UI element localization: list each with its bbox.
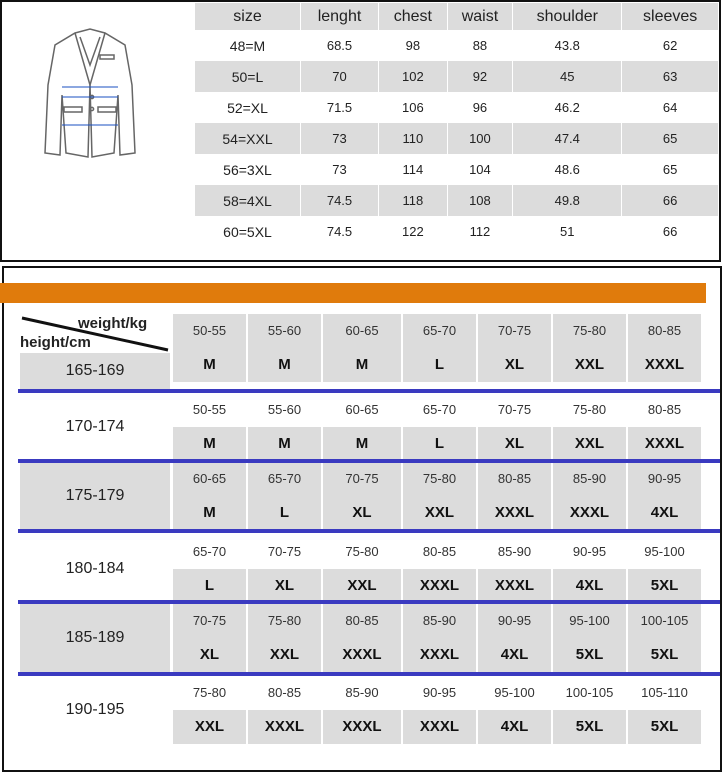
weight-range-cell: 85-90 xyxy=(553,462,626,496)
weight-range-cell: 85-90 xyxy=(345,685,379,700)
waist-cell: 96 xyxy=(447,92,513,123)
row-divider-line xyxy=(18,529,720,533)
size-cell: 56=3XL xyxy=(195,154,301,185)
weight-range-cell: 65-70 xyxy=(248,462,321,496)
table-row xyxy=(195,216,719,247)
col-header-waist: waist xyxy=(447,3,513,30)
row-divider-line xyxy=(18,389,720,393)
waist-cell: 88 xyxy=(447,30,513,61)
accent-bar xyxy=(0,283,706,303)
weight-range-cell: 75-80 xyxy=(192,685,227,700)
weight-range-cell: 50-55 xyxy=(173,314,246,348)
weight-range-cell: 95-100 xyxy=(553,604,626,638)
recommended-size-cell: 4XL xyxy=(478,638,551,672)
weight-range-cell: 60-65 xyxy=(345,402,379,417)
height-range-cell: 175-179 xyxy=(20,462,170,530)
sleeves-cell: 65 xyxy=(622,154,719,185)
recommended-size-cell: XXXL xyxy=(323,638,401,672)
weight-range-cell: 60-65 xyxy=(323,314,401,348)
size-cell: 50=L xyxy=(195,61,301,92)
recommended-size-cell: XXL xyxy=(173,710,246,744)
col-header-chest: chest xyxy=(379,3,448,30)
chest-cell: 110 xyxy=(379,123,448,154)
recommended-size-cell: XXL xyxy=(553,348,626,382)
recommended-size-cell: XXL xyxy=(403,496,476,530)
waist-cell: 100 xyxy=(447,123,513,154)
shoulder-cell: 45 xyxy=(513,61,622,92)
waist-cell: 104 xyxy=(447,154,513,185)
recommended-size-cell: M xyxy=(323,348,401,382)
weight-range-cell: 70-75 xyxy=(173,604,246,638)
length-cell: 68.5 xyxy=(301,30,379,61)
weight-range-cell: 55-60 xyxy=(248,314,321,348)
length-cell: 74.5 xyxy=(301,185,379,216)
height-range-cell: 185-189 xyxy=(20,604,170,672)
recommended-size-cell: M xyxy=(173,496,246,530)
height-range-cell: 165-169 xyxy=(20,353,170,389)
weight-range-cell: 100-105 xyxy=(565,685,614,700)
recommended-size-cell: XXL xyxy=(248,638,321,672)
recommended-size-cell: L xyxy=(248,496,321,530)
sleeves-cell: 65 xyxy=(622,123,719,154)
weight-range-cell: 60-65 xyxy=(173,462,246,496)
weight-range-cell: 55-60 xyxy=(267,402,302,417)
waist-cell: 112 xyxy=(447,216,513,247)
height-range-cell: 190-195 xyxy=(65,701,125,718)
recommended-size-cell: XL xyxy=(248,569,321,603)
col-header-size: size xyxy=(195,3,301,30)
col-header-length: lenght xyxy=(301,3,379,30)
weight-range-cell: 75-80 xyxy=(553,314,626,348)
weight-range-cell: 80-85 xyxy=(628,314,701,348)
recommended-size-cell: XL xyxy=(478,348,551,382)
weight-range-cell: 65-70 xyxy=(192,544,227,559)
recommended-size-cell: XL xyxy=(478,427,551,461)
chest-cell: 106 xyxy=(379,92,448,123)
recommended-size-cell: 5XL xyxy=(553,710,626,744)
recommended-size-cell: 4XL xyxy=(553,569,626,603)
shoulder-cell: 51 xyxy=(513,216,622,247)
table-row xyxy=(195,92,719,123)
weight-range-cell: 90-95 xyxy=(572,544,607,559)
chest-cell: 114 xyxy=(379,154,448,185)
size-cell: 48=M xyxy=(195,30,301,61)
weight-range-cell: 85-90 xyxy=(497,544,532,559)
recommended-size-cell: XL xyxy=(323,496,401,530)
chest-cell: 102 xyxy=(379,61,448,92)
recommended-size-cell: 5XL xyxy=(628,569,701,603)
recommended-size-cell: XXXL xyxy=(628,348,701,382)
recommended-size-cell: XXL xyxy=(553,427,626,461)
recommended-size-cell: XXXL xyxy=(478,496,551,530)
weight-range-cell: 80-85 xyxy=(647,402,682,417)
row-divider-line xyxy=(18,600,720,604)
row-divider-line xyxy=(18,672,720,676)
row-divider-line xyxy=(18,459,720,463)
recommended-size-cell: 4XL xyxy=(478,710,551,744)
weight-range-cell: 75-80 xyxy=(345,544,379,559)
shoulder-cell: 49.8 xyxy=(513,185,622,216)
height-range-cell: 170-174 xyxy=(65,418,125,435)
recommended-size-cell: L xyxy=(403,348,476,382)
length-cell: 71.5 xyxy=(301,92,379,123)
sleeves-cell: 66 xyxy=(622,185,719,216)
weight-range-cell: 90-95 xyxy=(422,685,457,700)
length-cell: 73 xyxy=(301,154,379,185)
chest-cell: 122 xyxy=(379,216,448,247)
recommended-size-cell: 5XL xyxy=(553,638,626,672)
weight-range-cell: 100-105 xyxy=(628,604,701,638)
shoulder-cell: 43.8 xyxy=(513,30,622,61)
recommended-size-cell: M xyxy=(248,348,321,382)
recommended-size-cell: L xyxy=(173,569,246,603)
recommended-size-cell: XXXL xyxy=(403,710,476,744)
weight-range-cell: 70-75 xyxy=(267,544,302,559)
size-table-header xyxy=(195,3,719,30)
table-row xyxy=(195,30,719,61)
weight-range-cell: 85-90 xyxy=(403,604,476,638)
shoulder-cell: 47.4 xyxy=(513,123,622,154)
weight-range-cell: 70-75 xyxy=(478,314,551,348)
table-row xyxy=(195,61,719,92)
recommended-size-cell: 4XL xyxy=(628,496,701,530)
waist-cell: 108 xyxy=(447,185,513,216)
recommended-size-cell: XXL xyxy=(323,569,401,603)
recommended-size-cell: XXXL xyxy=(403,569,476,603)
weight-range-cell: 70-75 xyxy=(497,402,532,417)
size-measurement-table xyxy=(195,3,719,247)
weight-range-cell: 70-75 xyxy=(323,462,401,496)
weight-range-cell: 65-70 xyxy=(403,314,476,348)
sleeves-cell: 64 xyxy=(622,92,719,123)
size-cell: 52=XL xyxy=(195,92,301,123)
table-row xyxy=(195,123,719,154)
recommended-size-cell: M xyxy=(248,427,321,461)
shoulder-cell: 48.6 xyxy=(513,154,622,185)
recommended-size-cell: XXXL xyxy=(628,427,701,461)
weight-range-cell: 75-80 xyxy=(403,462,476,496)
recommended-size-cell: M xyxy=(173,427,246,461)
recommended-size-cell: 5XL xyxy=(628,638,701,672)
weight-range-cell: 75-80 xyxy=(248,604,321,638)
recommended-size-cell: L xyxy=(403,427,476,461)
sleeves-cell: 63 xyxy=(622,61,719,92)
recommended-size-cell: XL xyxy=(173,638,246,672)
length-cell: 73 xyxy=(301,123,379,154)
waist-cell: 92 xyxy=(447,61,513,92)
recommended-size-cell: XXXL xyxy=(478,569,551,603)
col-header-shoulder: shoulder xyxy=(513,3,622,30)
weight-range-cell: 50-55 xyxy=(192,402,227,417)
sleeves-cell: 62 xyxy=(622,30,719,61)
weight-range-cell: 95-100 xyxy=(494,685,535,700)
chest-cell: 118 xyxy=(379,185,448,216)
table-row xyxy=(195,154,719,185)
recommended-size-cell: XXXL xyxy=(323,710,401,744)
chest-cell: 98 xyxy=(379,30,448,61)
shoulder-cell: 46.2 xyxy=(513,92,622,123)
weight-range-cell: 95-100 xyxy=(644,544,685,559)
length-cell: 70 xyxy=(301,61,379,92)
recommended-size-cell: XXXL xyxy=(553,496,626,530)
height-axis-label: height/cm xyxy=(20,334,91,351)
weight-range-cell: 90-95 xyxy=(628,462,701,496)
recommended-size-cell: M xyxy=(173,348,246,382)
weight-range-cell: 80-85 xyxy=(323,604,401,638)
weight-range-cell: 65-70 xyxy=(422,402,457,417)
sleeves-cell: 66 xyxy=(622,216,719,247)
weight-range-cell: 105-110 xyxy=(641,685,688,700)
weight-range-cell: 80-85 xyxy=(267,685,302,700)
weight-range-cell: 75-80 xyxy=(572,402,607,417)
size-cell: 58=4XL xyxy=(195,185,301,216)
table-row xyxy=(195,185,719,216)
recommended-size-cell: M xyxy=(323,427,401,461)
length-cell: 74.5 xyxy=(301,216,379,247)
height-range-cell: 180-184 xyxy=(65,560,125,577)
weight-range-cell: 90-95 xyxy=(478,604,551,638)
weight-range-cell: 80-85 xyxy=(478,462,551,496)
suit-jacket-icon xyxy=(40,25,140,165)
recommended-size-cell: XXXL xyxy=(403,638,476,672)
size-cell: 60=5XL xyxy=(195,216,301,247)
recommended-size-cell: XXXL xyxy=(248,710,321,744)
col-header-sleeves: sleeves xyxy=(622,3,719,30)
recommended-size-cell: 5XL xyxy=(628,710,701,744)
weight-axis-label: weight/kg xyxy=(78,315,148,332)
size-cell: 54=XXL xyxy=(195,123,301,154)
weight-range-cell: 80-85 xyxy=(422,544,457,559)
